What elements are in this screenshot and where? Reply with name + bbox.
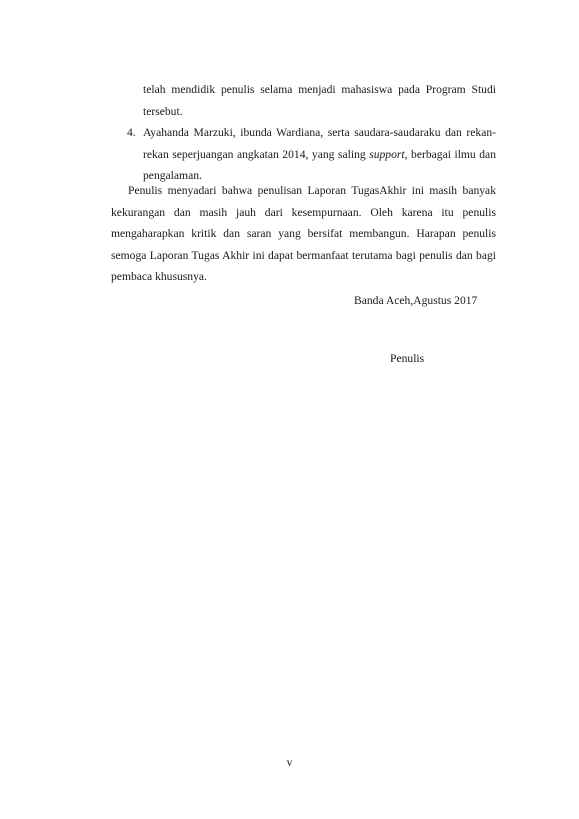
list-item (127, 122, 496, 187)
continuation-paragraph: telah mendidik penulis selama menjadi mahasiswa pada Program Studi tersebut. (143, 83, 496, 118)
signer-label: Penulis (390, 352, 425, 365)
list-item-number: 4. (127, 126, 136, 139)
page-number: v (286, 756, 293, 769)
place-date: Banda Aceh,Agustus 2017 (354, 294, 478, 307)
list-item-text-before: Ayahanda Marzuki, ibunda Wardiana, serta saudara-saudaraku dan rekan-rekan seperjuangan angkatan 2014, yang saling (143, 126, 496, 161)
list-item-emphasis: support (369, 147, 405, 161)
list-item-text-after: , berbagai ilmu dan pengalaman. (143, 147, 496, 183)
body-paragraph: Penulis menyadari bahwa penulisan Laporan TugasAkhir ini masih banyak kekurangan dan masih jauh dari kesempurnaan. Oleh karena itu penulis mengaharapkan kritik dan saran yang bersifat membangun. Harapan penulis semoga Laporan Tugas Akhir ini dapat bermanfaat terutama bagi penulis dan bagi pembaca khususnya. (111, 184, 496, 284)
list-item-body (143, 122, 496, 187)
